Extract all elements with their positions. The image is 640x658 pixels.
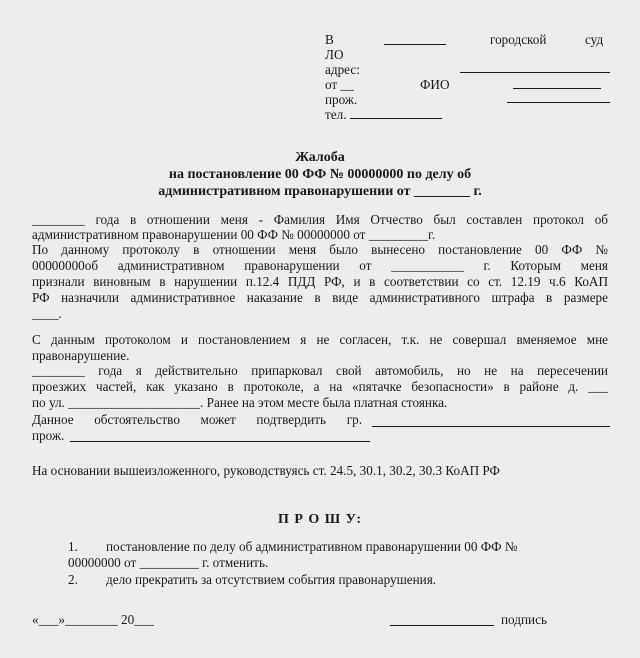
paragraph-1-line-2: административном правонарушении 00 ФФ № 00000000 от _________г. bbox=[32, 227, 436, 242]
court-number-line bbox=[384, 32, 446, 45]
request-item-2-number: 2. bbox=[68, 572, 78, 587]
request-item-2: дело прекратить за отсутствием события правонарушения. bbox=[106, 572, 437, 587]
witness-residence-line bbox=[70, 429, 370, 442]
phone-label: тел. bbox=[325, 107, 347, 122]
phone-line bbox=[350, 106, 442, 119]
witness-name-line bbox=[372, 414, 610, 427]
court-word: городской bbox=[490, 32, 547, 47]
paragraph-2-line-4: РФ назначили административное наказание в виде административного штрафа в размере bbox=[32, 290, 608, 305]
fio-label: ФИО bbox=[420, 77, 450, 92]
signature-line bbox=[390, 613, 494, 626]
court-prefix: В bbox=[325, 32, 334, 47]
date-field: «___»________ 20___ bbox=[32, 612, 154, 627]
paragraph-4-line-1: ________ года я действительно припарковал свой автомобиль, но не на пересечении bbox=[32, 363, 608, 378]
request-item-1-number: 1. bbox=[68, 539, 78, 554]
address-label: адрес: bbox=[325, 62, 360, 77]
region-label: ЛО bbox=[325, 47, 344, 62]
signature-label: подпись bbox=[501, 612, 547, 627]
document-subtitle-line1: на постановление 00 ФФ № 00000000 по делу об bbox=[168, 167, 472, 182]
document-title: Жалоба bbox=[295, 150, 345, 165]
paragraph-2-line-2: 00000000об административном правонарушении от ___________ г. Которым меня bbox=[32, 258, 608, 273]
request-item-1-line-1: постановление по делу об административном правонарушении 00 ФФ № bbox=[106, 539, 518, 554]
paragraph-2-line-5: ____. bbox=[32, 306, 62, 321]
residence-label: прож. bbox=[325, 92, 358, 107]
paragraph-2-line-3: признали виновным в нарушении п.12.4 ПДД РФ, и в соответствии со ст. 12.19 ч.6 КоАП bbox=[32, 274, 608, 289]
paragraph-4-line-3: по ул. ____________________. Ранее на этом месте была платная стоянка. bbox=[32, 395, 448, 410]
legal-basis: На основании вышеизложенного, руководствуясь ст. 24.5, 30.1, 30.2, 30.3 КоАП РФ bbox=[32, 463, 500, 478]
fio-line bbox=[513, 76, 601, 89]
paragraph-1-line-1: ________ года в отношении меня - Фамилия Имя Отчество был составлен протокол об bbox=[32, 212, 608, 227]
paragraph-2-line-1: По данному протоколу в отношении меня было вынесено постановление 00 ФФ № bbox=[32, 242, 608, 257]
paragraph-3-line-1: С данным протоколом и постановлением я не согласен, т.к. не совершал вменяемое мне bbox=[32, 332, 608, 347]
from-label: от __ bbox=[325, 77, 354, 92]
paragraph-3-line-2: правонарушение. bbox=[32, 348, 130, 363]
paragraph-4-line-2: проезжих частей, как указано в протоколе, а на «пятачке безопасности» в районе д. ___ bbox=[32, 379, 608, 394]
court-suffix: суд bbox=[585, 32, 604, 47]
address-line bbox=[460, 60, 610, 73]
request-heading: П Р О Ш У: bbox=[277, 512, 363, 527]
document-subtitle-line2: административном правонарушении от ________ г. bbox=[158, 184, 482, 199]
paragraph-5-line-1: Данное обстоятельство может подтвердить гр. bbox=[32, 412, 362, 427]
paragraph-5-line-2: прож. bbox=[32, 428, 65, 443]
request-item-1-line-2: 00000000 от _________ г. отменить. bbox=[68, 555, 269, 570]
residence-line bbox=[507, 90, 610, 103]
